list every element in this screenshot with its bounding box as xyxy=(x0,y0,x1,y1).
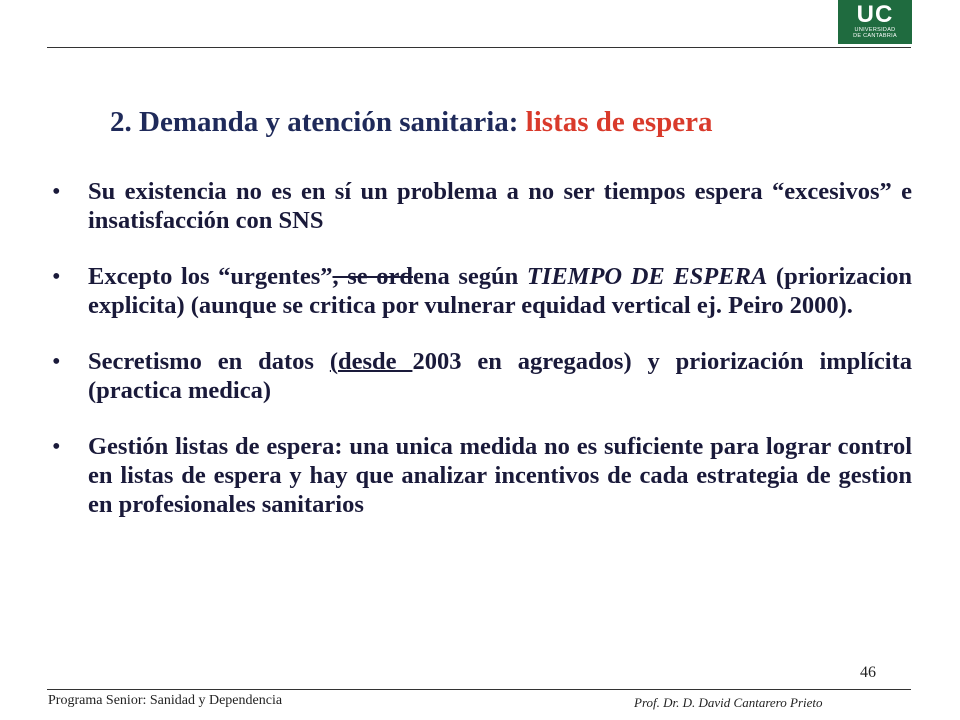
logo-line-1: UNIVERSIDAD xyxy=(854,27,896,33)
university-logo xyxy=(838,0,912,44)
logo-line-2: DE CANTABRIA xyxy=(853,33,897,39)
bullet-text: Gestión listas de espera: una unica medida no es suficiente para lograr control en listas de espera y hay que analizar incentivos de cada estrategia de gestion en profesionales sanitarios xyxy=(88,433,912,518)
header-divider xyxy=(47,47,911,48)
bullet-item xyxy=(52,432,912,519)
bullet-text-part: Secretismo en datos xyxy=(88,348,330,375)
bullet-icon: • xyxy=(52,348,61,375)
bullet-item xyxy=(52,262,912,320)
bullet-icon: • xyxy=(52,433,61,460)
bullet-text: Su existencia no es en sí un problema a no ser tiempos espera “excesivos” e insatisfacción con SNS xyxy=(88,178,912,234)
bullet-text-part: Excepto los “urgentes” xyxy=(88,263,333,290)
slide-title xyxy=(110,106,910,139)
title-highlight: listas de espera xyxy=(525,106,713,138)
bullet-text-part: 2003 en agregados) y priorización implícita (practica medica) xyxy=(88,348,912,404)
bullet-list xyxy=(52,177,912,546)
bullet-icon: • xyxy=(52,263,61,290)
title-prefix: 2. Demanda y atención sanitaria: xyxy=(110,106,526,138)
footer-divider xyxy=(47,689,911,690)
bullet-text-part: (priorizacion explicita) (aunque se critica por vulnerar equidad vertical ej. Peiro 2000). xyxy=(88,263,912,319)
bullet-underlined-text: (desde xyxy=(329,348,413,375)
page-number: 46 xyxy=(860,664,876,681)
logo-mark: UC xyxy=(856,1,894,28)
bullet-item xyxy=(52,177,912,235)
bullet-struck-text: , se ord xyxy=(332,263,413,290)
bullet-icon: • xyxy=(52,178,61,205)
bullet-item xyxy=(52,347,912,405)
bullet-text-part: ena según xyxy=(412,263,527,290)
footer-program: Programa Senior: Sanidad y Dependencia xyxy=(48,693,283,708)
footer-author: Prof. Dr. D. David Cantarero Prieto xyxy=(634,695,823,710)
bullet-italic-text: TIEMPO DE ESPERA xyxy=(526,263,768,290)
